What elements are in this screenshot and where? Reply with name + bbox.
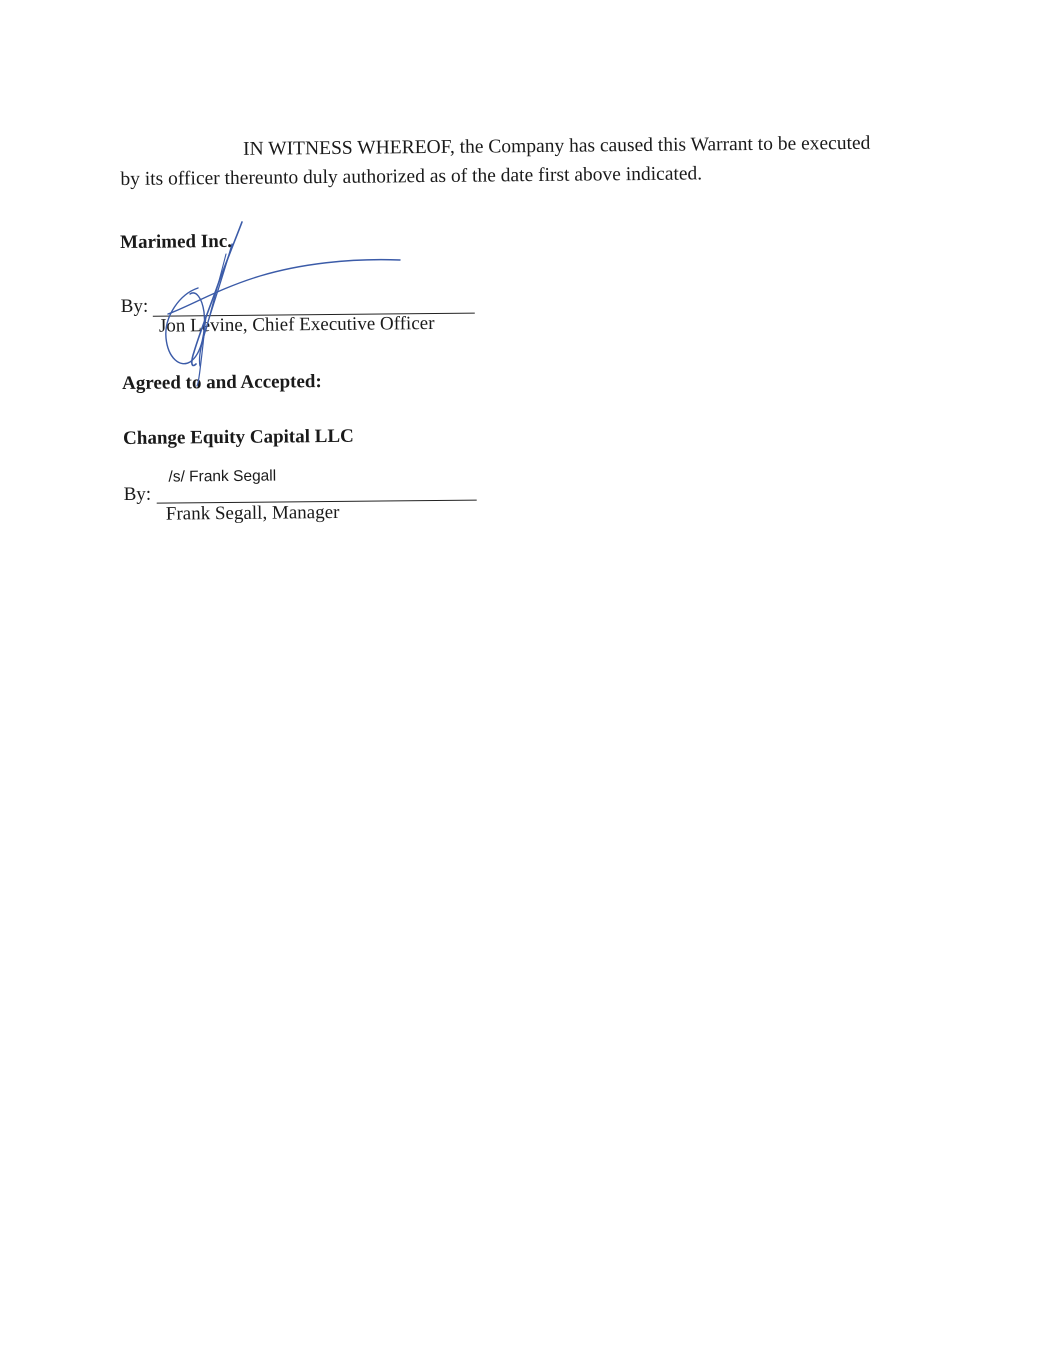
company-by-label: By: (120, 295, 149, 317)
holder-typed-signature: /s/ Frank Segall (168, 467, 277, 486)
holder-by-label: By: (123, 483, 152, 505)
holder-name: Change Equity Capital LLC (123, 425, 354, 449)
company-signatory-caption: Jon Levine, Chief Executive Officer (158, 312, 435, 337)
signature-stroke (199, 244, 232, 366)
company-name: Marimed Inc. (120, 230, 233, 253)
witness-clause-line-2: by its officer thereunto duly authorized as of the date first above indicated. (120, 163, 703, 190)
witness-clause-line-1: IN WITNESS WHEREOF, the Company has caused this Warrant to be executed (243, 132, 871, 160)
holder-signatory-caption: Frank Segall, Manager (165, 501, 340, 525)
witness-clause (120, 128, 936, 194)
acceptance-heading: Agreed to and Accepted: (122, 371, 322, 394)
signature-stroke (168, 260, 400, 314)
